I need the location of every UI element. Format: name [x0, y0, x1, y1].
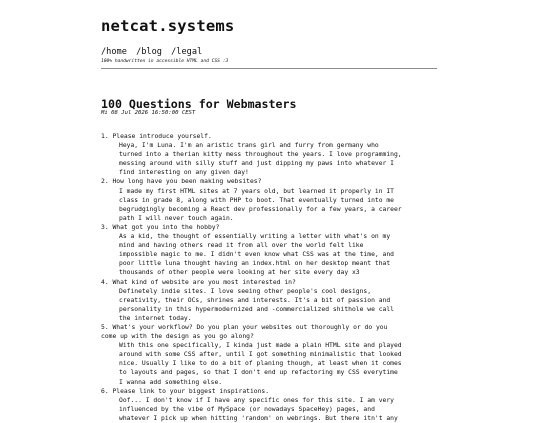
site-tagline: 100% handwritten in accessible HTML and CSS :3 [101, 59, 229, 64]
answer: Definetely indie sites. I love seeing other people's cool designs, creativity, their OCs, shrines and interests. It's a bit of passion and personality in this hypermodernized and -commercialized shithole we call the internet today. [119, 287, 394, 322]
question: 4. What kind of website are you most interested in? [101, 278, 296, 286]
qa-item [101, 387, 437, 423]
answer: Oof... I don't know if I have any specific ones for this site. I am very influenced by the vibe of MySpace (or nowadays SpaceHey) pages, and whatever I pick up when hitting 'random' on webrings. But there itn't any [119, 396, 398, 422]
qa-item [101, 223, 437, 278]
qa-list [101, 132, 437, 423]
question: 2. How long have you been making websites? [101, 178, 262, 186]
qa-item [101, 323, 437, 387]
qa-item [101, 177, 437, 222]
question: 1. Please introduce yourself. [101, 133, 212, 140]
answer: With this one specifically, I kinda just made a plain HTML site and played around with some CSS after, until I got something minimalistic that looked nice. Usually I like to do a bit of planing though, at least when it comes to layouts and pages, so that I don't end up refactoring my CSS everytime I wanna add something else. [119, 342, 402, 386]
post-date: Mi 08 Jul 2026 16:50:00 CEST [101, 110, 196, 116]
answer: Heya, I'm Luna. I'm an aristic trans girl and furry from germany who turned into a therian kitty mess throughout the years. I love programming, messing around with silly stuff and just dipping my paws into whatever I find interesting on any given day! [119, 142, 402, 177]
nav-link-legal[interactable]: /legal [171, 47, 203, 57]
nav-link-home[interactable]: /home [101, 47, 127, 57]
site-title[interactable]: netcat.systems [101, 17, 235, 35]
header-divider [101, 68, 437, 69]
post-title: 100 Questions for Webmasters [101, 97, 297, 111]
answer: I made my first HTML sites at 7 years old, but learned it properly in IT class in grade 8, along with PHP to boot. That eventually turned into me begrudgingly becoming a React dev professionally for a few years, a career path I will never touch again. [119, 187, 402, 222]
question: 3. What got you into the hobby? [101, 223, 220, 231]
question: 5. What's your workflow? Do you plan your websites out thoroughly or do you come up with the design as you go along? [101, 323, 388, 341]
site-nav [101, 47, 202, 57]
answer: As a kid, the thought of essentially writing a letter with what's on my mind and having others read it from all over the world felt like impossible magic to me. I didn't even know what CSS was at the time, and poor little luna thought having an index.html on her desktop meant that thousands of other people were looking at her site every day x3 [119, 233, 394, 277]
qa-item [101, 132, 437, 177]
qa-item [101, 278, 437, 323]
nav-link-blog[interactable]: /blog [136, 47, 162, 57]
question: 6. Please link to your biggest inspirations. [101, 387, 270, 395]
